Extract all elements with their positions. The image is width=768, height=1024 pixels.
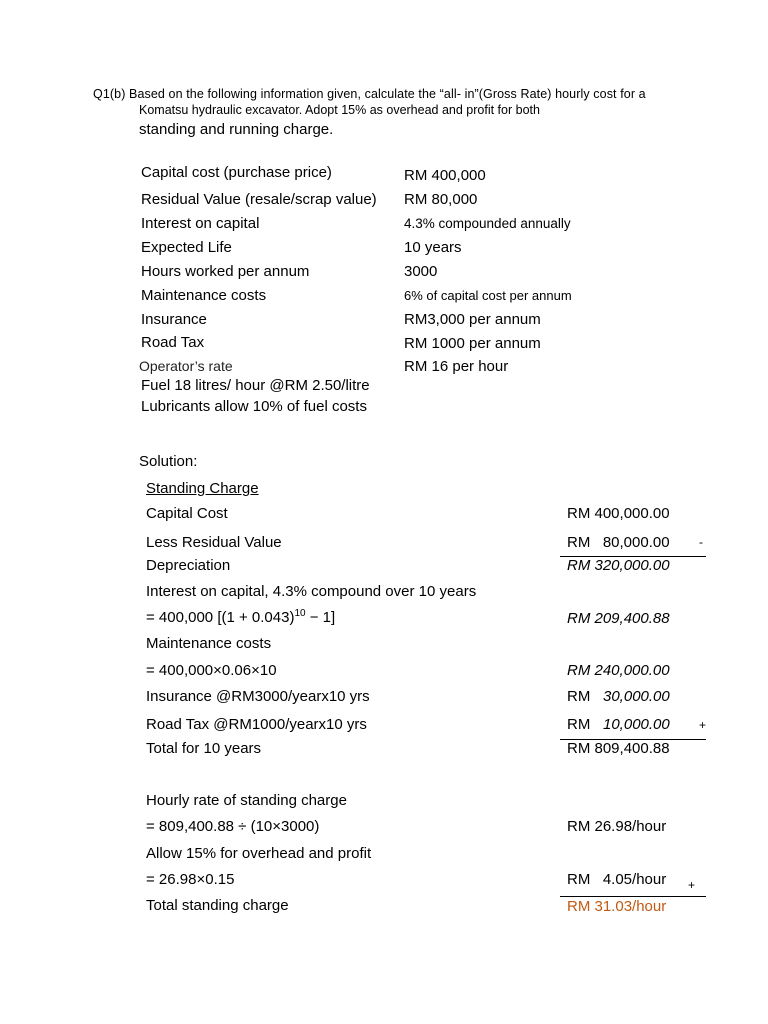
overhead-value: RM 4.05/hour [567,871,667,888]
info-value-hours: 3000 [404,263,438,280]
roadtax-value: 10,000.00 [603,716,670,733]
info-label-hours: Hours worked per annum [141,263,310,280]
total-label: Total for 10 years [146,740,262,757]
info-value-roadtax: RM 1000 per annum [404,335,541,352]
total-value: RM 809,400.88 [567,740,670,757]
residual-value: RM 80,000.00 [567,534,670,551]
hourly-value: RM 26.98/hour [567,818,667,835]
capital-cost-value: RM 400,000.00 [567,505,670,522]
maintenance-label: Maintenance costs [146,635,272,652]
roadtax-label: Road Tax @RM1000/yearx10 yrs [146,716,367,733]
capital-cost-label: Capital Cost [146,505,228,522]
interest-formula-post: − 1] [305,609,336,626]
solution-heading: Solution: [139,453,198,470]
plus-sign-2: + [688,878,696,892]
info-label-residual: Residual Value (resale/scrap value) [141,191,377,208]
info-value-interest: 4.3% compounded annually [404,216,571,231]
minus-sign: - [699,535,703,549]
roadtax-rm: RM [567,716,591,733]
standing-charge-heading: Standing Charge [146,480,259,497]
maintenance-formula: = 400,000×0.06×10 [146,662,277,679]
info-label-interest: Interest on capital [141,215,260,232]
residual-label: Less Residual Value [146,534,282,551]
info-label-insurance: Insurance [141,311,207,328]
total-standing-value: RM 31.03/hour [567,898,667,915]
info-label-operator: Operator’s rate [139,358,233,374]
info-value-maintenance: 6% of capital cost per annum [404,288,572,303]
depreciation-value: RM 320,000.00 [567,557,670,574]
insurance-label: Insurance @RM3000/yearx10 yrs [146,688,370,705]
info-value-operator: RM 16 per hour [404,358,509,375]
rule-total-standing [560,896,706,897]
question-line-3: standing and running charge. [139,121,334,138]
question-line-1: Q1(b) Based on the following information given, calculate the “all- in”(Gross Rate) hourly cost for a [93,87,646,101]
interest-formula-pre: = 400,000 [(1 + 0.043) [146,609,295,626]
depreciation-label: Depreciation [146,557,231,574]
info-label-capital: Capital cost (purchase price) [141,164,332,181]
hourly-label: Hourly rate of standing charge [146,792,347,809]
question-line-2: Komatsu hydraulic excavator. Adopt 15% as overhead and profit for both [139,103,540,117]
info-value-residual: RM 80,000 [404,191,478,208]
info-label-roadtax: Road Tax [141,334,205,351]
interest-formula [146,608,335,626]
insurance-rm: RM [567,688,591,705]
interest-value: RM 209,400.88 [567,610,670,627]
interest-label: Interest on capital, 4.3% compound over 10 years [146,583,477,600]
hourly-formula: = 809,400.88 ÷ (10×3000) [146,818,320,835]
info-lubricants: Lubricants allow 10% of fuel costs [141,398,367,415]
interest-formula-exponent: 10 [294,608,306,619]
info-label-life: Expected Life [141,239,232,256]
total-standing-label: Total standing charge [146,897,289,914]
info-fuel: Fuel 18 litres/ hour @RM 2.50/litre [141,377,370,394]
plus-sign: + [699,718,707,732]
info-label-maintenance: Maintenance costs [141,287,267,304]
insurance-value: 30,000.00 [603,688,670,705]
info-value-capital: RM 400,000 [404,167,486,184]
info-value-life: 10 years [404,239,462,256]
info-value-insurance: RM3,000 per annum [404,311,541,328]
maintenance-value: RM 240,000.00 [567,662,670,679]
overhead-formula: = 26.98×0.15 [146,871,235,888]
overhead-label: Allow 15% for overhead and profit [146,845,372,862]
